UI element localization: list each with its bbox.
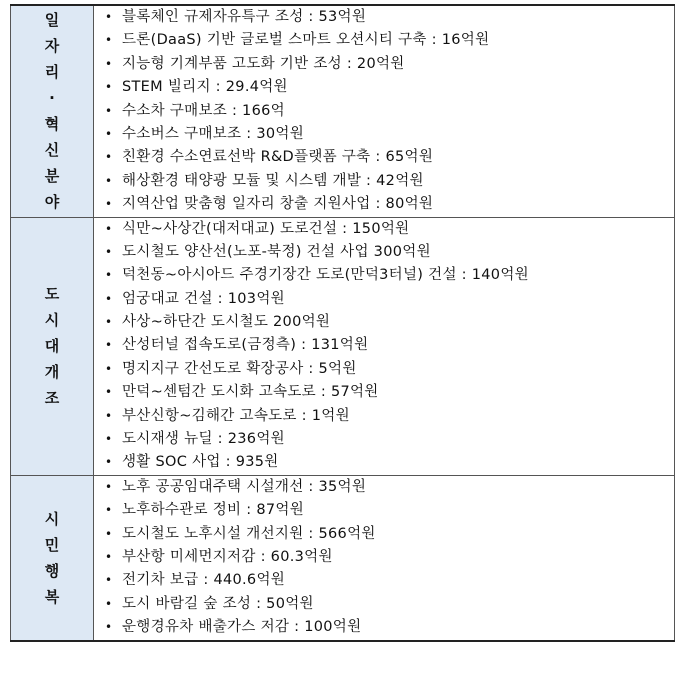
list-item: [94, 170, 674, 193]
bullet-icon: •: [105, 361, 113, 376]
bullet-icon: •: [105, 596, 113, 611]
bullet-icon: •: [105, 432, 113, 447]
item-text: 덕천동~아시아드 주경기장간 도로(만덕3터널) 건설 : 140억원: [122, 267, 529, 284]
item-text: 노후 공공임대주택 시설개선 : 35억원: [122, 478, 367, 495]
item-text: 명지지구 간선도로 확장공사 : 5억원: [122, 360, 357, 377]
bullet-icon: •: [105, 56, 113, 71]
item-text: 도시철도 노후시설 개선지원 : 566억원: [122, 525, 376, 542]
list-item: [94, 218, 674, 241]
item-text: 드론(DaaS) 기반 글로벌 스마트 오션시티 구축 : 16억원: [122, 32, 490, 49]
section-row-jobs-innovation: [11, 5, 675, 217]
item-text: 도시재생 뉴딜 : 236억원: [122, 431, 285, 448]
list-item: [94, 476, 674, 499]
items-cell: [94, 475, 675, 640]
bullet-icon: •: [105, 408, 113, 423]
bullet-icon: •: [105, 103, 113, 118]
category-label: 시민행복: [44, 509, 60, 606]
list-item: [94, 264, 674, 287]
budget-table-container: [10, 4, 675, 642]
list-item: [94, 6, 674, 29]
item-text: 산성터널 접속도로(금정측) : 131억원: [122, 337, 369, 354]
list-item: [94, 499, 674, 522]
item-text: 수소차 구매보조 : 166억: [122, 102, 285, 119]
item-text: 수소버스 구매보조 : 30억원: [122, 125, 305, 142]
bullet-icon: •: [105, 197, 113, 212]
list-item: [94, 29, 674, 52]
bullet-icon: •: [105, 526, 113, 541]
list-item: [94, 146, 674, 169]
list-item: [94, 241, 674, 264]
bullet-icon: •: [105, 150, 113, 165]
item-text: 도시철도 양산선(노포-북정) 건설 사업 300억원: [122, 243, 431, 260]
section-row-citizen-happiness: [11, 475, 675, 640]
item-text: 엄궁대교 건설 : 103억원: [122, 290, 285, 307]
category-cell: [11, 217, 94, 475]
list-item: [94, 193, 674, 216]
bullet-icon: •: [105, 10, 113, 24]
item-text: 부산항 미세먼지저감 : 60.3억원: [122, 548, 333, 565]
bullet-icon: •: [105, 268, 113, 283]
item-list: [94, 218, 674, 475]
list-item: [94, 593, 674, 616]
item-text: 지능형 기계부품 고도화 기반 조성 : 20억원: [122, 55, 405, 72]
item-text: STEM 빌리지 : 29.4억원: [122, 79, 288, 96]
category-label: 일자리·혁신분야: [44, 11, 60, 212]
bullet-icon: •: [105, 338, 113, 353]
item-text: 부산신항~김해간 고속도로 : 1억원: [122, 407, 350, 424]
bullet-icon: •: [105, 573, 113, 588]
section-row-urban-renewal: [11, 217, 675, 475]
list-item: [94, 381, 674, 404]
item-text: 노후하수관로 정비 : 87억원: [122, 502, 305, 519]
bullet-icon: •: [105, 244, 113, 259]
bullet-icon: •: [105, 503, 113, 518]
list-item: [94, 546, 674, 569]
list-item: [94, 288, 674, 311]
category-label: 도시대개조: [44, 285, 60, 408]
list-item: [94, 334, 674, 357]
item-list: [94, 476, 674, 640]
bullet-icon: •: [105, 315, 113, 330]
bullet-icon: •: [105, 291, 113, 306]
bullet-icon: •: [105, 479, 113, 494]
budget-table: [10, 4, 675, 642]
item-text: 만덕~센텀간 도시화 고속도로 : 57억원: [122, 384, 379, 401]
list-item: [94, 123, 674, 146]
item-text: 친환경 수소연료선박 R&D플랫폼 구축 : 65억원: [122, 149, 434, 166]
item-list: [94, 6, 674, 217]
bullet-icon: •: [105, 33, 113, 48]
list-item: [94, 76, 674, 99]
bullet-icon: •: [105, 385, 113, 400]
list-item: [94, 53, 674, 76]
list-item: [94, 358, 674, 381]
item-text: 생활 SOC 사업 : 935원: [122, 454, 279, 471]
category-cell: [11, 5, 94, 217]
item-text: 전기차 보급 : 440.6억원: [122, 572, 286, 589]
list-item: [94, 523, 674, 546]
list-item: [94, 569, 674, 592]
item-text: 운행경유차 배출가스 저감 : 100억원: [122, 619, 362, 636]
list-item: [94, 311, 674, 334]
bullet-icon: •: [105, 173, 113, 188]
bullet-icon: •: [105, 620, 113, 635]
items-cell: [94, 217, 675, 475]
list-item: [94, 100, 674, 123]
bullet-icon: •: [105, 80, 113, 95]
list-item: [94, 616, 674, 639]
items-cell: [94, 5, 675, 217]
item-text: 블록체인 규제자유특구 조성 : 53억원: [122, 9, 367, 25]
list-item: [94, 428, 674, 451]
list-item: [94, 451, 674, 474]
bullet-icon: •: [105, 549, 113, 564]
item-text: 도시 바람길 숲 조성 : 50억원: [122, 595, 314, 612]
item-text: 해상환경 태양광 모듈 및 시스템 개발 : 42억원: [122, 172, 424, 189]
item-text: 사상~하단간 도시철도 200억원: [122, 314, 331, 331]
list-item: [94, 405, 674, 428]
item-text: 지역산업 맞춤형 일자리 창출 지원사업 : 80억원: [122, 196, 434, 213]
category-cell: [11, 475, 94, 640]
item-text: 식만~사상간(대저대교) 도로건설 : 150억원: [122, 220, 410, 237]
bullet-icon: •: [105, 455, 113, 470]
bullet-icon: •: [105, 221, 113, 236]
bullet-icon: •: [105, 126, 113, 141]
